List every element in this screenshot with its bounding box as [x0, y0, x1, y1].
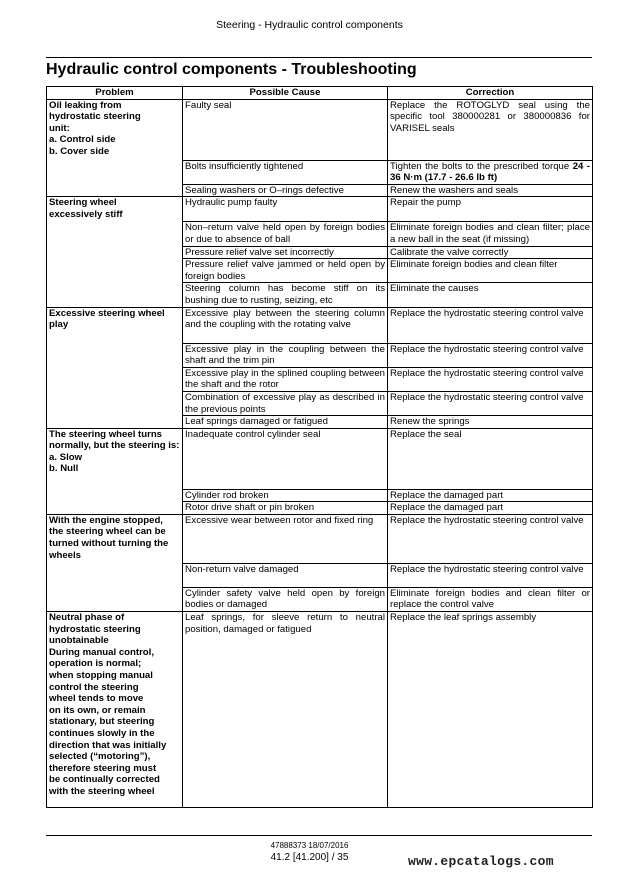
cause-cell: Excessive play between the steering column and the coupling with the rotating valve — [183, 307, 388, 343]
cause-cell: Cylinder safety valve held open by foreign bodies or damaged — [183, 587, 388, 611]
correction-cell: Calibrate the valve correctly — [388, 246, 593, 259]
cause-cell: Pressure relief valve jammed or held open by foreign bodies — [183, 259, 388, 283]
correction-cell: Renew the springs — [388, 416, 593, 429]
cause-cell: Cylinder rod broken — [183, 489, 388, 502]
correction-cell: Replace the hydrostatic steering control valve — [388, 343, 593, 367]
cause-cell: Sealing washers or O–rings defective — [183, 184, 388, 197]
cause-cell: Leaf springs, for sleeve return to neutral position, damaged or fatigued — [183, 612, 388, 808]
problem-cell: Steering wheel excessively stiff — [47, 197, 183, 307]
problem-cell: The steering wheel turns normally, but the steering is: a. Slow b. Null — [47, 428, 183, 514]
cause-cell: Faulty seal — [183, 99, 388, 160]
cause-cell: Leaf springs damaged or fatigued — [183, 416, 388, 429]
correction-cell: Replace the hydrostatic steering control valve — [388, 367, 593, 391]
cause-cell: Non-return valve damaged — [183, 563, 388, 587]
torque-value: 24 - 36 N·m (17.7 - 26.6 lb ft) — [390, 160, 590, 184]
cause-cell: Pressure relief valve set incorrectly — [183, 246, 388, 259]
table-row — [47, 428, 593, 489]
page-header-title: Steering - Hydraulic control components — [216, 19, 403, 31]
header-problem: Problem — [47, 87, 183, 100]
correction-cell: Replace the hydrostatic steering control valve — [388, 563, 593, 587]
correction-cell: Eliminate foreign bodies and clean filter; place a new ball in the seat (if missing) — [388, 222, 593, 246]
site-watermark: www.epcatalogs.com — [408, 854, 554, 869]
cause-cell: Bolts insufficiently tightened — [183, 160, 388, 184]
table-row — [47, 612, 593, 808]
correction-cell: Replace the leaf springs assembly — [388, 612, 593, 808]
correction-cell: Replace the hydrostatic steering control valve — [388, 307, 593, 343]
cause-cell: Inadequate control cylinder seal — [183, 428, 388, 489]
header-possible-cause: Possible Cause — [183, 87, 388, 100]
header-correction: Correction — [388, 87, 593, 100]
cause-cell: Excessive wear between rotor and fixed ring — [183, 514, 388, 563]
cause-cell: Rotor drive shaft or pin broken — [183, 502, 388, 515]
problem-cell: Neutral phase of hydrostatic steering unobtainable During manual control, operation is normal; when stopping manual control the steering wheel tends to move on its own, or remain stationary, but steering continues slowly in the direction that was initially selected (“motoring”), therefore steering must be continually corrected with the steering wheel — [47, 612, 183, 808]
section-title: Hydraulic control components - Troubleshooting — [46, 61, 417, 78]
footer-divider — [46, 835, 592, 836]
correction-cell: Replace the damaged part — [388, 489, 593, 502]
correction-cell: Eliminate foreign bodies and clean filter or replace the control valve — [388, 587, 593, 611]
correction-cell: Eliminate foreign bodies and clean filter — [388, 259, 593, 283]
correction-cell: Replace the hydrostatic steering control valve — [388, 514, 593, 563]
cause-cell: Hydraulic pump faulty — [183, 197, 388, 222]
correction-cell: Replace the seal — [388, 428, 593, 489]
correction-cell: Replace the ROTOGLYD seal using the specific tool 380000281 or 380000836 for VARISEL seals — [388, 99, 593, 160]
correction-cell: Repair the pump — [388, 197, 593, 222]
correction-cell: Replace the damaged part — [388, 502, 593, 515]
correction-cell — [388, 160, 593, 184]
cause-cell: Excessive play in the splined coupling between the shaft and the rotor — [183, 367, 388, 391]
troubleshooting-table — [46, 86, 593, 808]
page-number: 41.2 [41.200] / 35 — [270, 852, 349, 863]
cause-cell: Steering column has become stiff on its bushing due to rusting, seizing, etc — [183, 283, 388, 307]
table-row — [47, 99, 593, 160]
cause-cell: Excessive play in the coupling between the shaft and the trim pin — [183, 343, 388, 367]
problem-cell: With the engine stopped, the steering wheel can be turned without turning the wheels — [47, 514, 183, 611]
correction-text: Tighten the bolts to the prescribed torque — [390, 160, 570, 172]
problem-cell: Excessive steering wheel play — [47, 307, 183, 428]
document-reference: 47888373 18/07/2016 — [270, 841, 349, 850]
cause-cell: Combination of excessive play as described in the previous points — [183, 391, 388, 415]
correction-cell: Replace the hydrostatic steering control valve — [388, 391, 593, 415]
cause-cell: Non–return valve held open by foreign bodies or due to absence of ball — [183, 222, 388, 246]
correction-cell: Eliminate the causes — [388, 283, 593, 307]
problem-cell: Oil leaking from hydrostatic steering unit: a. Control side b. Cover side — [47, 99, 183, 197]
table-row — [47, 514, 593, 563]
table-row — [47, 307, 593, 343]
correction-cell: Renew the washers and seals — [388, 184, 593, 197]
table-row — [47, 197, 593, 222]
header-divider — [46, 57, 592, 58]
table-header-row — [47, 87, 593, 100]
